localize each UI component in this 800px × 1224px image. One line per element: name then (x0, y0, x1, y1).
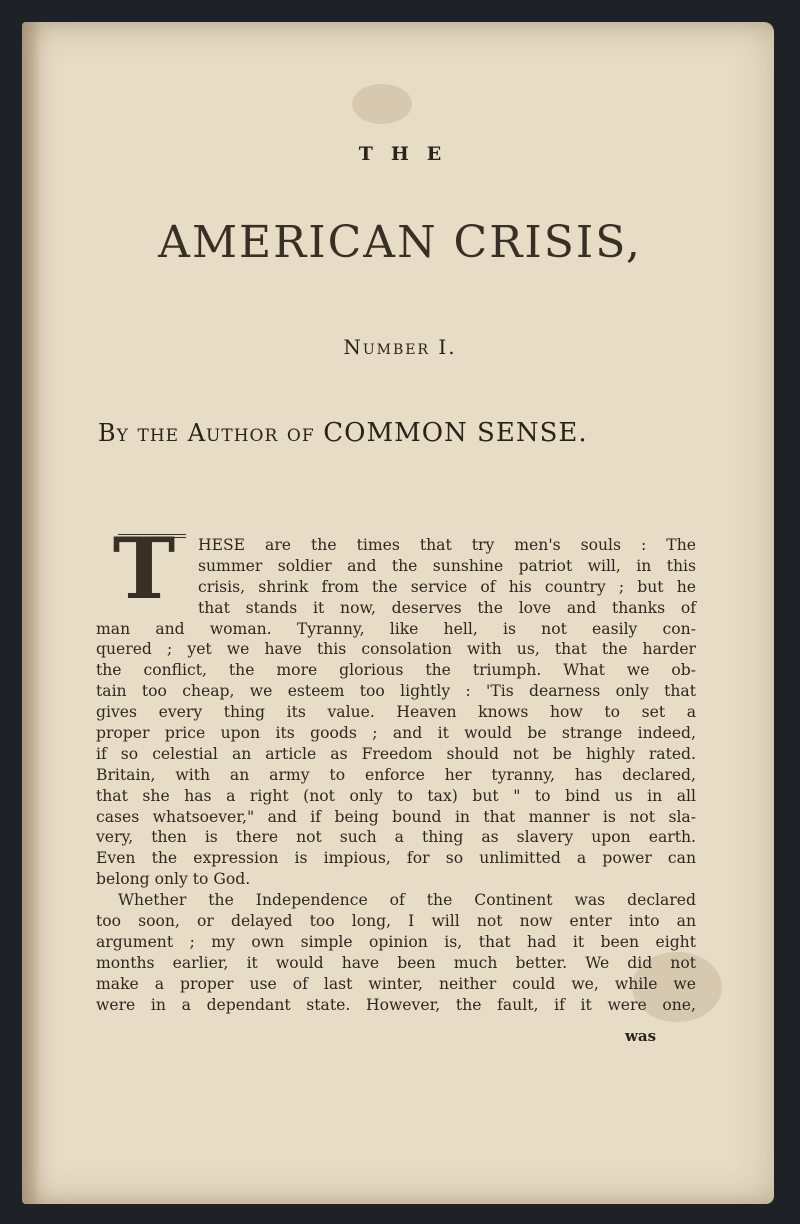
text-line: the conflict, the more glorious the triumph. What we ob- (96, 661, 696, 680)
page-title: AMERICAN CRISIS, (158, 217, 642, 268)
text-line: very, then is there not such a thing as slavery upon earth. (96, 828, 696, 847)
paper-stain (352, 84, 412, 124)
heading-the: THE (358, 143, 460, 165)
page-edge-shadow (22, 22, 40, 1204)
text-line: proper price upon its goods ; and it would be strange indeed, (96, 724, 696, 743)
issue-number: Number I. (343, 335, 457, 359)
text-line: crisis, shrink from the service of his country ; but he (198, 577, 696, 596)
body-text (96, 519, 696, 1015)
text-line: gives every thing its value. Heaven knows how to set a (96, 703, 696, 722)
text-line: too soon, or delayed too long, I will not now enter into an (96, 912, 696, 931)
text-line: that stands it now, deserves the love and thanks of (198, 598, 696, 617)
catchword: was (625, 1027, 657, 1045)
byline-prefix: By the Author of (98, 419, 315, 447)
text-line: cases whatsoever," and if being bound in that manner is not sla- (96, 807, 696, 826)
text-line: belong only to God. (96, 870, 251, 889)
drop-cap: T (112, 519, 176, 618)
text-line: argument ; my own simple opinion is, that had it been eight (96, 932, 696, 951)
text-line: man and woman. Tyranny, like hell, is not easily con- (96, 619, 696, 638)
text-line: HESE are the times that try men's souls : The (198, 536, 696, 554)
text-line: if so celestial an article as Freedom should not be highly rated. (96, 744, 696, 763)
text-line: Whether the Independence of the Continent was declared (118, 891, 696, 910)
text-line: summer soldier and the sunshine patriot will, in this (198, 556, 696, 575)
text-line: make a proper use of last winter, neither could we, while we (96, 974, 696, 993)
text-line: quered ; yet we have this consolation with us, that the harder (96, 640, 696, 659)
byline-work: COMMON SENSE. (323, 418, 588, 448)
text-line: were in a dependant state. However, the fault, if it were one, (96, 995, 696, 1014)
text-line: Even the expression is impious, for so unlimitted a power can (96, 849, 696, 868)
text-line: months earlier, it would have been much better. We did not (96, 953, 696, 972)
text-line: tain too cheap, we esteem too lightly : 'Tis dearness only that (96, 682, 696, 701)
byline (98, 418, 718, 448)
text-line: Britain, with an army to enforce her tyranny, has declared, (96, 765, 696, 784)
text-line: that she has a right (not only to tax) but " to bind us in all (96, 786, 696, 805)
